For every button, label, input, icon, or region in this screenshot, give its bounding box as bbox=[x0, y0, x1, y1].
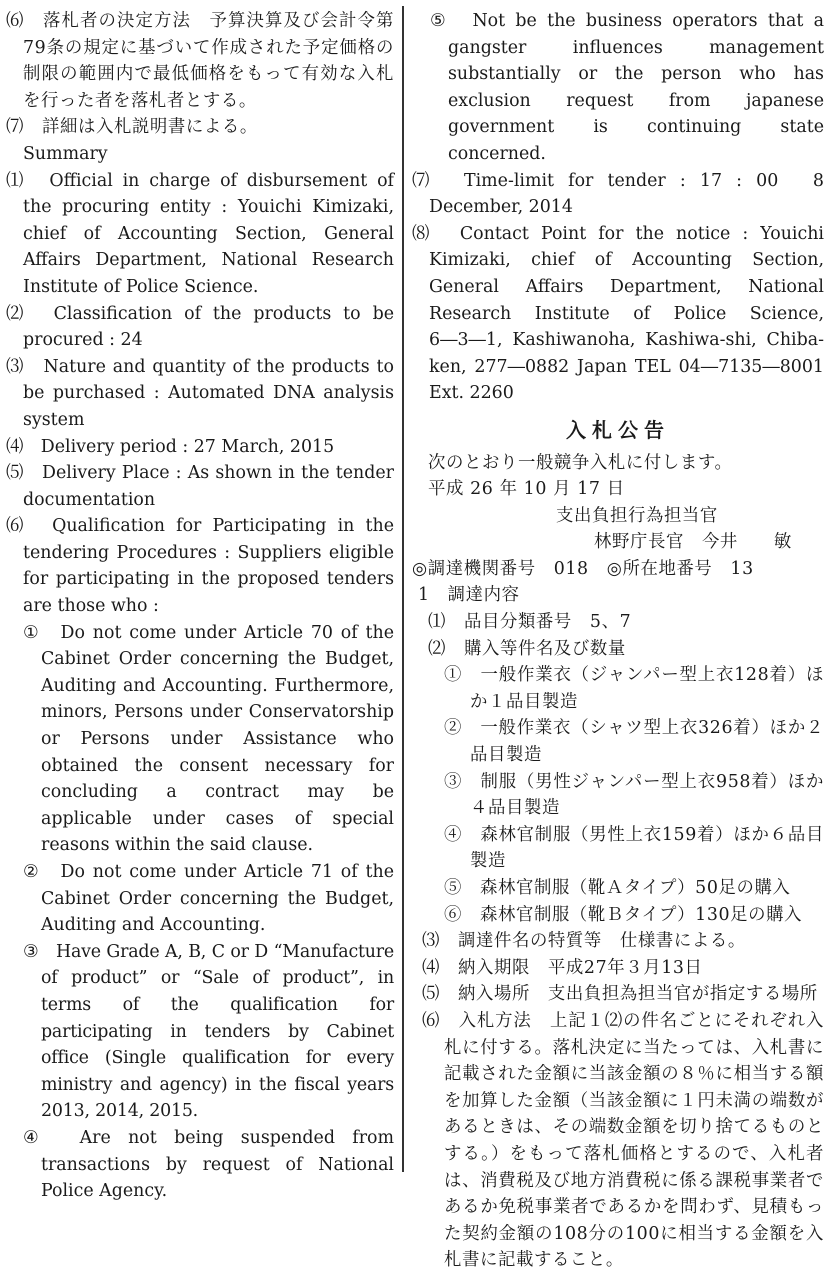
summary-item-4: ⑷ Delivery period : 27 March, 2015 bbox=[6, 436, 335, 457]
procurement-item-6: ⑥ 森林官制服（靴Ｂタイプ）130足の購入 bbox=[444, 904, 803, 925]
procurement-item-5: ⑤ 森林官制服（靴Ａタイプ）50足の購入 bbox=[444, 878, 791, 898]
notice-intro: 次のとおり一般競争入札に付します。 bbox=[428, 452, 733, 473]
agency-codes: ◎調達機関番号 018 ◎所在地番号 13 bbox=[412, 558, 754, 579]
qualification-5: ⑤ Not be the business operators that a gangster influences management substantially or the person who has exclusion request from japanese government is continuing state concerned. bbox=[430, 11, 824, 164]
qualification-1: ① Do not come under Article 70 of the Cabinet Order concerning the Budget, Auditing and Accounting. Furthermore, minors, Persons under Conservatorship or Persons under Assistance who obtained the consent necessary for concluding a contract may be applicable under cases of special reasons within the said clause. bbox=[23, 622, 394, 856]
section-heading-1: 1 調達内容 bbox=[418, 585, 520, 606]
procurement-item-1: ① 一般作業衣（ジャンパー型上衣128着）ほか１品目製造 bbox=[444, 665, 824, 712]
official-title: 支出負担行為担当官 bbox=[556, 505, 718, 526]
item-classification: ⑴ 品目分類番号 5、7 bbox=[428, 612, 632, 633]
award-method-paragraph: ⑹ 落札者の決定方法 予算決算及び会計令第79条の規定に基づいて作成された予定価格の制限の範囲内で最低価格をもって有効な入札を行った者を落札者とする。 bbox=[6, 11, 394, 111]
item-names: ⑵ 購入等件名及び数量 bbox=[428, 638, 626, 659]
summary-item-3: ⑶ Nature and quantity of the products to be purchased : Automated DNA analysis system bbox=[6, 356, 394, 430]
summary-item-5: ⑸ Delivery Place : As shown in the tender documentation bbox=[6, 463, 394, 510]
column-divider bbox=[402, 6, 404, 1172]
summary-item-1: ⑴ Official in charge of disbursement of the procuring entity : Youichi Kimizaki, chief of Accounting Section, General Affairs Department, National Research Institute of Police Science. bbox=[6, 170, 394, 297]
procurement-item-2: ② 一般作業衣（シャツ型上衣326着）ほか２品目製造 bbox=[444, 718, 824, 766]
procurement-item-3: ③ 制服（男性ジャンパー型上衣958着）ほか４品目製造 bbox=[444, 771, 824, 819]
left-column bbox=[6, 8, 394, 1205]
qualification-2: ② Do not come under Article 71 of the Cabinet Order concerning the Budget, Auditing and Accounting. bbox=[23, 862, 394, 936]
right-column bbox=[412, 8, 824, 1274]
summary-item-8: ⑻ Contact Point for the notice : Youichi Kimizaki, chief of Accounting Section, General Affairs Department, National Research Institute of Police Science, 6―3―1, Kashiwanoha, Kashiwa-shi, Chiba-ken, 277―0882 Japan TEL 04―7135―8001 Ext. 2260 bbox=[412, 223, 824, 404]
qualification-4: ④ Are not being suspended from transactions by request of National Police Agency. bbox=[23, 1127, 394, 1202]
procurement-item-4: ④ 森林官制服（男性上衣159着）ほか６品目製造 bbox=[444, 824, 824, 872]
notice-title: 入札公告 bbox=[566, 417, 670, 442]
bidding-method: ⑹ 入札方法 上記１⑵の件名ごとにそれぞれ入札に付する。落札決定に当たっては、入札書に記載された金額に当該金額の８％に相当する額を加算した金額（当該金額に１円未満の端数があるときは、その端数金額を切り捨てるものとする。）をもって落札価格とするので、入札者は、消費税及び地方消費税に係る課税事業者であるか免税事業者であるかを問わず、見積もった契約金額の108分の100に相当する金額を入札書に記載すること。 bbox=[422, 1010, 824, 1271]
qualification-3: ③ Have Grade A, B, C or D “Manufacture of product” or “Sale of product”, in terms of the qualification for participating in tenders by Cabinet office (Single qualification for every ministry and agency) in the fiscal years 2013, 2014, 2015. bbox=[23, 941, 394, 1122]
item-characteristics: ⑶ 調達件名の特質等 仕様書による。 bbox=[422, 931, 746, 952]
delivery-place: ⑸ 納入場所 支出負担為担当官が指定する場所 bbox=[422, 984, 818, 1005]
summary-item-6: ⑹ Qualification for Participating in the tendering Procedures : Suppliers eligible for participating in the proposed tenders are those who : bbox=[6, 516, 394, 617]
summary-item-2: ⑵ Classification of the products to be procured : 24 bbox=[6, 303, 394, 351]
notice-date: 平成 26 年 10 月 17 日 bbox=[428, 479, 625, 500]
official-name: 林野庁長官 今井 敏 bbox=[594, 532, 792, 553]
details-paragraph: ⑺ 詳細は入札説明書による。 bbox=[6, 117, 258, 138]
summary-heading: Summary bbox=[23, 143, 108, 164]
delivery-deadline: ⑷ 納入期限 平成27年３月13日 bbox=[422, 957, 703, 978]
summary-item-7: ⑺ Time-limit for tender : 17 : 00 8 December, 2014 bbox=[412, 170, 824, 218]
